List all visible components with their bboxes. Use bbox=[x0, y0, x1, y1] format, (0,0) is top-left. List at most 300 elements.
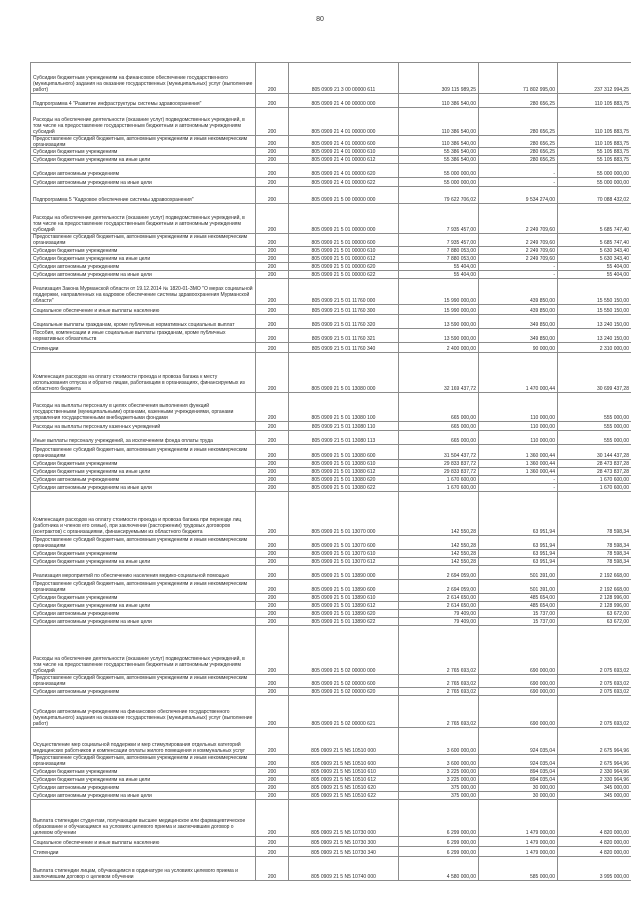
row-amount-1: 1 670 600,00 bbox=[446, 485, 476, 491]
row-line-code: 200 bbox=[267, 619, 277, 625]
row-description-cell bbox=[31, 305, 256, 315]
row-amount-2: 9 534 274,00 bbox=[525, 197, 555, 203]
row-amount-2: - bbox=[553, 477, 555, 483]
table-row bbox=[31, 566, 632, 580]
row-description-cell bbox=[31, 94, 256, 108]
table-row bbox=[31, 164, 632, 178]
row-amount-1: 79 409,00 bbox=[453, 619, 476, 625]
row-amount-2: 894 035,04 bbox=[529, 769, 555, 775]
row-amount-3: 345 000,00 bbox=[603, 793, 629, 799]
page-number: 80 bbox=[316, 16, 324, 23]
row-line-code: 200 bbox=[267, 681, 277, 687]
table-row bbox=[31, 247, 632, 255]
row-amount-2-cell bbox=[479, 393, 558, 422]
row-budget-code: 805 0909 21 5 01 11760 320 bbox=[311, 322, 376, 328]
row-line-code: 200 bbox=[267, 551, 277, 557]
row-amount-2: 63 951,94 bbox=[532, 551, 555, 557]
row-budget-code-cell bbox=[289, 468, 399, 476]
row-amount-3-cell bbox=[558, 550, 632, 558]
row-amount-1-cell bbox=[399, 696, 479, 728]
row-amount-2-cell bbox=[479, 492, 558, 536]
row-line-code: 200 bbox=[267, 689, 277, 695]
row-amount-1: 15 990 000,00 bbox=[444, 308, 476, 314]
row-amount-3-cell bbox=[558, 688, 632, 696]
row-amount-2: 690 000,00 bbox=[529, 681, 555, 687]
row-amount-2-cell bbox=[479, 580, 558, 594]
row-amount-2-cell bbox=[479, 63, 558, 94]
row-budget-code: 805 0909 21 5 01 13080 000 bbox=[311, 386, 376, 392]
table-row bbox=[31, 271, 632, 279]
row-amount-1: 55 404,00 bbox=[453, 264, 476, 270]
row-amount-3-cell bbox=[558, 279, 632, 305]
row-amount-2: - bbox=[553, 171, 555, 177]
row-description-cell bbox=[31, 271, 256, 279]
row-description-cell bbox=[31, 247, 256, 255]
row-amount-1-cell bbox=[399, 136, 479, 148]
table-row bbox=[31, 558, 632, 566]
row-amount-3: 2 192 668,00 bbox=[599, 573, 629, 579]
row-amount-2: 1 360 000,44 bbox=[525, 469, 555, 475]
row-description: Субсидии автономным учреждениям bbox=[33, 171, 120, 177]
row-amount-3-cell bbox=[558, 164, 632, 178]
row-line-code-cell bbox=[256, 148, 289, 156]
row-amount-1-cell bbox=[399, 271, 479, 279]
row-amount-3: 55 000 000,00 bbox=[597, 171, 629, 177]
row-amount-1-cell bbox=[399, 63, 479, 94]
row-description: Субсидии бюджетным учреждениям bbox=[33, 595, 118, 601]
row-amount-3: 2 128 996,00 bbox=[599, 595, 629, 601]
row-line-code: 200 bbox=[267, 336, 277, 342]
row-line-code-cell bbox=[256, 247, 289, 255]
row-description: Субсидии автономным учреждениям bbox=[33, 477, 120, 483]
row-line-code: 200 bbox=[267, 264, 277, 270]
row-budget-code: 805 0909 21 5 02 00000 621 bbox=[311, 721, 376, 727]
row-amount-3: 2 675 964,96 bbox=[599, 748, 629, 754]
row-description: Субсидии автономным учреждениям на иные цели bbox=[33, 180, 152, 186]
row-description: Субсидии бюджетным учреждениям на иные цели bbox=[33, 777, 151, 783]
row-amount-3: 55 000 000,00 bbox=[597, 180, 629, 186]
row-description: Расходы на обеспечение деятельности (оказание услуг) подведомственных учреждений, в том числе на предоставление государственным бюджетным и автономным учреждениям субсидий bbox=[33, 656, 245, 674]
row-amount-3: 55 404,00 bbox=[606, 264, 629, 270]
row-amount-1-cell bbox=[399, 329, 479, 343]
row-amount-1: 2 765 693,02 bbox=[446, 721, 476, 727]
row-amount-3-cell bbox=[558, 768, 632, 776]
row-budget-code-cell bbox=[289, 688, 399, 696]
row-line-code-cell bbox=[256, 484, 289, 492]
row-amount-3-cell bbox=[558, 792, 632, 800]
row-amount-2: 280 656,25 bbox=[529, 149, 555, 155]
row-amount-2-cell bbox=[479, 484, 558, 492]
table-row bbox=[31, 279, 632, 305]
row-amount-3: 237 312 994,25 bbox=[594, 87, 629, 93]
row-line-code: 200 bbox=[267, 438, 277, 444]
row-amount-2-cell bbox=[479, 768, 558, 776]
row-description-cell bbox=[31, 610, 256, 618]
row-amount-2-cell bbox=[479, 178, 558, 187]
row-amount-2-cell bbox=[479, 468, 558, 476]
table-row bbox=[31, 675, 632, 688]
row-amount-3: 55 404,00 bbox=[606, 272, 629, 278]
row-amount-2: 439 850,00 bbox=[529, 298, 555, 304]
row-line-code: 200 bbox=[267, 785, 277, 791]
row-line-code: 200 bbox=[267, 248, 277, 254]
row-line-code: 200 bbox=[267, 453, 277, 459]
row-amount-1: 29 833 837,72 bbox=[444, 469, 476, 475]
row-amount-2: 1 470 000,44 bbox=[525, 386, 555, 392]
row-amount-1: 55 000 000,00 bbox=[444, 180, 476, 186]
table-row bbox=[31, 431, 632, 445]
row-budget-code-cell bbox=[289, 353, 399, 393]
row-budget-code: 805 0909 21 5 N5 10510 610 bbox=[311, 769, 376, 775]
row-line-code-cell bbox=[256, 618, 289, 626]
row-description: Субсидии бюджетным учреждениям bbox=[33, 461, 118, 467]
row-amount-1-cell bbox=[399, 688, 479, 696]
row-amount-1-cell bbox=[399, 784, 479, 792]
row-amount-2-cell bbox=[479, 279, 558, 305]
row-amount-3-cell bbox=[558, 755, 632, 768]
row-amount-3: 55 105 883,75 bbox=[597, 157, 629, 163]
row-line-code: 200 bbox=[267, 595, 277, 601]
row-budget-code: 805 0909 21 3 00 00000 611 bbox=[311, 87, 376, 93]
row-description-cell bbox=[31, 393, 256, 422]
row-amount-3-cell bbox=[558, 602, 632, 610]
row-line-code-cell bbox=[256, 610, 289, 618]
row-amount-1-cell bbox=[399, 94, 479, 108]
row-amount-3-cell bbox=[558, 263, 632, 271]
row-line-code: 200 bbox=[267, 850, 277, 856]
row-description-cell bbox=[31, 187, 256, 204]
row-budget-code-cell bbox=[289, 263, 399, 271]
row-amount-2: 349 850,00 bbox=[529, 336, 555, 342]
table-row bbox=[31, 847, 632, 857]
row-description: Субсидии бюджетным учреждениям bbox=[33, 769, 118, 775]
row-description: Субсидии автономным учреждениям bbox=[33, 264, 120, 270]
row-line-code: 200 bbox=[267, 461, 277, 467]
row-budget-code-cell bbox=[289, 271, 399, 279]
row-amount-2-cell bbox=[479, 558, 558, 566]
row-description: Иные выплаты персоналу учреждений, за исключением фонда оплаты труда bbox=[33, 438, 213, 444]
row-description-cell bbox=[31, 792, 256, 800]
row-budget-code-cell bbox=[289, 234, 399, 247]
row-budget-code-cell bbox=[289, 94, 399, 108]
row-amount-1: 79 409,00 bbox=[453, 611, 476, 617]
row-description-cell bbox=[31, 696, 256, 728]
row-budget-code-cell bbox=[289, 422, 399, 431]
row-amount-3-cell bbox=[558, 618, 632, 626]
row-description-cell bbox=[31, 353, 256, 393]
row-line-code-cell bbox=[256, 755, 289, 768]
row-amount-3-cell bbox=[558, 136, 632, 148]
table-row bbox=[31, 792, 632, 800]
row-amount-1-cell bbox=[399, 445, 479, 460]
row-description: Пособия, компенсации и иные социальные выплаты гражданам, кроме публичных нормативных обязательств bbox=[33, 330, 226, 342]
row-description: Субсидии бюджетным учреждениям на иные цели bbox=[33, 256, 151, 262]
row-line-code-cell bbox=[256, 422, 289, 431]
row-amount-1-cell bbox=[399, 776, 479, 784]
row-amount-3-cell bbox=[558, 247, 632, 255]
row-amount-3-cell bbox=[558, 784, 632, 792]
row-line-code-cell bbox=[256, 776, 289, 784]
row-budget-code: 805 0909 21 4 01 00000 612 bbox=[311, 157, 376, 163]
row-description: Предоставление субсидий бюджетным, автономным учреждениям и иным некоммерческим организациям bbox=[33, 675, 248, 687]
row-amount-3-cell bbox=[558, 800, 632, 837]
row-amount-1: 142 550,28 bbox=[450, 559, 476, 565]
row-line-code-cell bbox=[256, 536, 289, 550]
row-description-cell bbox=[31, 460, 256, 468]
row-line-code: 200 bbox=[267, 386, 277, 392]
row-amount-1-cell bbox=[399, 728, 479, 755]
row-amount-2-cell bbox=[479, 255, 558, 263]
row-amount-2: 439 850,00 bbox=[529, 308, 555, 314]
row-amount-1: 142 550,28 bbox=[450, 529, 476, 535]
row-amount-3-cell bbox=[558, 536, 632, 550]
row-budget-code: 805 0909 21 5 01 00000 622 bbox=[311, 272, 376, 278]
row-description-cell bbox=[31, 445, 256, 460]
row-amount-3: 110 105 883,75 bbox=[594, 101, 629, 107]
row-budget-code-cell bbox=[289, 728, 399, 755]
row-description: Предоставление субсидий бюджетным, автономным учреждениям и иным некоммерческим организациям bbox=[33, 755, 248, 767]
row-description: Компенсация расходов на оплату стоимости проезда и провоза багажа при переезде лиц (работника и членов его семьи), при заключении (расторжении) трудовых договоров (контрактов) с организациями, финансируемыми из областного бюджета bbox=[33, 517, 242, 535]
row-description-cell bbox=[31, 343, 256, 353]
row-amount-3: 5 685 747,40 bbox=[599, 227, 629, 233]
row-line-code: 200 bbox=[267, 240, 277, 246]
row-amount-2: 501 391,00 bbox=[529, 587, 555, 593]
row-amount-3: 4 820 000,00 bbox=[599, 830, 629, 836]
row-budget-code-cell bbox=[289, 492, 399, 536]
row-line-code: 200 bbox=[267, 180, 277, 186]
row-line-code-cell bbox=[256, 315, 289, 329]
row-line-code-cell bbox=[256, 431, 289, 445]
table-row bbox=[31, 343, 632, 353]
row-amount-3: 78 598,34 bbox=[606, 559, 629, 565]
row-line-code: 200 bbox=[267, 721, 277, 727]
row-amount-3: 78 598,34 bbox=[606, 543, 629, 549]
row-budget-code: 805 0909 21 5 01 00000 620 bbox=[311, 264, 376, 270]
row-budget-code-cell bbox=[289, 857, 399, 881]
row-line-code: 200 bbox=[267, 346, 277, 352]
row-amount-1: 142 550,28 bbox=[450, 543, 476, 549]
row-line-code-cell bbox=[256, 784, 289, 792]
row-line-code: 200 bbox=[267, 830, 277, 836]
row-amount-1: 55 386 540,00 bbox=[444, 149, 476, 155]
row-amount-2-cell bbox=[479, 187, 558, 204]
row-budget-code-cell bbox=[289, 768, 399, 776]
row-amount-2: - bbox=[553, 485, 555, 491]
row-amount-3-cell bbox=[558, 492, 632, 536]
row-amount-1: 665 000,00 bbox=[450, 438, 476, 444]
row-amount-3-cell bbox=[558, 271, 632, 279]
row-line-code-cell bbox=[256, 696, 289, 728]
row-budget-code-cell bbox=[289, 847, 399, 857]
row-description-cell bbox=[31, 784, 256, 792]
row-description: Компенсация расходов на оплату стоимости проезда и провоза багажа к месту использования отпуска и обратно лицам, работающим в организациях, финансируемых из областного бюджета bbox=[33, 374, 245, 392]
row-line-code: 200 bbox=[267, 559, 277, 565]
row-line-code: 200 bbox=[267, 227, 277, 233]
row-description: Субсидии автономным учреждениям на иные цели bbox=[33, 619, 152, 625]
row-amount-3: 5 630 343,40 bbox=[599, 256, 629, 262]
row-description-cell bbox=[31, 315, 256, 329]
row-description: Субсидии автономным учреждениям на иные цели bbox=[33, 272, 152, 278]
row-amount-2-cell bbox=[479, 94, 558, 108]
row-budget-code-cell bbox=[289, 594, 399, 602]
row-description-cell bbox=[31, 422, 256, 431]
row-amount-3-cell bbox=[558, 315, 632, 329]
table-row bbox=[31, 580, 632, 594]
row-amount-2: 924 035,04 bbox=[529, 761, 555, 767]
row-line-code: 200 bbox=[267, 424, 277, 430]
row-amount-2: 2 249 709,60 bbox=[525, 240, 555, 246]
row-amount-2: 63 951,94 bbox=[532, 543, 555, 549]
row-line-code-cell bbox=[256, 108, 289, 136]
row-amount-3-cell bbox=[558, 94, 632, 108]
row-line-code: 200 bbox=[267, 603, 277, 609]
row-budget-code-cell bbox=[289, 580, 399, 594]
row-line-code-cell bbox=[256, 353, 289, 393]
row-amount-2-cell bbox=[479, 618, 558, 626]
row-budget-code-cell bbox=[289, 476, 399, 484]
table-row bbox=[31, 178, 632, 187]
row-amount-2-cell bbox=[479, 164, 558, 178]
row-amount-1: 110 386 540,00 bbox=[441, 101, 476, 107]
table-row bbox=[31, 696, 632, 728]
row-amount-2: 90 000,00 bbox=[532, 346, 555, 352]
row-budget-code: 805 0909 21 5 N5 10730 340 bbox=[311, 850, 376, 856]
row-amount-3-cell bbox=[558, 675, 632, 688]
table-row bbox=[31, 108, 632, 136]
row-amount-1: 375 000,00 bbox=[450, 793, 476, 799]
row-amount-3-cell bbox=[558, 468, 632, 476]
row-amount-2: 894 035,04 bbox=[529, 777, 555, 783]
row-amount-3: 555 000,00 bbox=[603, 415, 629, 421]
row-amount-3-cell bbox=[558, 610, 632, 618]
row-amount-2-cell bbox=[479, 566, 558, 580]
row-amount-3: 2 310 000,00 bbox=[599, 346, 629, 352]
row-amount-2-cell bbox=[479, 847, 558, 857]
row-amount-2-cell bbox=[479, 108, 558, 136]
row-line-code: 200 bbox=[267, 611, 277, 617]
row-line-code-cell bbox=[256, 271, 289, 279]
row-amount-1-cell bbox=[399, 566, 479, 580]
row-line-code: 200 bbox=[267, 157, 277, 163]
row-amount-3-cell bbox=[558, 204, 632, 234]
row-amount-1-cell bbox=[399, 247, 479, 255]
row-amount-1: 6 299 000,00 bbox=[446, 830, 476, 836]
row-description: Субсидии автономным учреждениям на финансовое обеспечение государственного (муниципального) задания на оказание государственных (муниципальных) услуг (выполнение работ) bbox=[33, 709, 253, 727]
row-budget-code-cell bbox=[289, 618, 399, 626]
row-amount-1: 79 622 706,02 bbox=[444, 197, 476, 203]
row-budget-code: 805 0909 21 5 N5 10730 000 bbox=[311, 830, 376, 836]
row-budget-code-cell bbox=[289, 602, 399, 610]
row-line-code: 200 bbox=[267, 529, 277, 535]
row-description: Субсидии автономным учреждениям на иные цели bbox=[33, 485, 152, 491]
row-line-code: 200 bbox=[267, 129, 277, 135]
row-description-cell bbox=[31, 431, 256, 445]
row-line-code-cell bbox=[256, 688, 289, 696]
table-row bbox=[31, 255, 632, 263]
row-line-code: 200 bbox=[267, 298, 277, 304]
row-amount-3: 1 670 600,00 bbox=[599, 477, 629, 483]
row-amount-1: 2 614 650,00 bbox=[446, 603, 476, 609]
row-amount-2: 690 000,00 bbox=[529, 689, 555, 695]
row-amount-2: 30 000,00 bbox=[532, 793, 555, 799]
row-line-code-cell bbox=[256, 566, 289, 580]
row-amount-2-cell bbox=[479, 857, 558, 881]
row-description: Субсидии бюджетным учреждениям bbox=[33, 248, 118, 254]
row-line-code: 200 bbox=[267, 197, 277, 203]
row-line-code: 200 bbox=[267, 272, 277, 278]
row-description-cell bbox=[31, 63, 256, 94]
row-amount-2: 63 951,94 bbox=[532, 529, 555, 535]
row-amount-1-cell bbox=[399, 857, 479, 881]
row-amount-3-cell bbox=[558, 431, 632, 445]
table-row bbox=[31, 329, 632, 343]
table-row bbox=[31, 626, 632, 675]
row-description-cell bbox=[31, 558, 256, 566]
row-line-code-cell bbox=[256, 468, 289, 476]
row-amount-2: - bbox=[553, 264, 555, 270]
row-line-code: 200 bbox=[267, 171, 277, 177]
row-amount-1: 2 400 000,00 bbox=[446, 346, 476, 352]
row-amount-2-cell bbox=[479, 550, 558, 558]
row-amount-3: 78 598,34 bbox=[606, 529, 629, 535]
row-amount-2-cell bbox=[479, 445, 558, 460]
row-amount-3: 70 088 432,02 bbox=[597, 197, 629, 203]
row-line-code: 200 bbox=[267, 256, 277, 262]
row-amount-3: 28 473 837,28 bbox=[597, 461, 629, 467]
row-budget-code: 805 0909 21 5 N5 10740 000 bbox=[311, 874, 376, 880]
row-description-cell bbox=[31, 164, 256, 178]
row-description: Стипендии bbox=[33, 850, 59, 856]
row-amount-3-cell bbox=[558, 148, 632, 156]
row-budget-code: 805 0909 21 5 01 13890 622 bbox=[311, 619, 376, 625]
row-line-code-cell bbox=[256, 728, 289, 755]
row-amount-1-cell bbox=[399, 263, 479, 271]
row-description: Субсидии бюджетным учреждениям на финансовое обеспечение государственного (муниципального) задания на оказание государственных (муниципальных) услуг (выполнение работ) bbox=[33, 75, 253, 93]
row-amount-1-cell bbox=[399, 800, 479, 837]
row-amount-2: 924 035,04 bbox=[529, 748, 555, 754]
row-amount-2: 1 360 000,44 bbox=[525, 461, 555, 467]
row-amount-3: 55 105 883,75 bbox=[597, 149, 629, 155]
row-description-cell bbox=[31, 728, 256, 755]
table-row bbox=[31, 468, 632, 476]
row-amount-2: - bbox=[553, 272, 555, 278]
row-description: Стипендии bbox=[33, 346, 59, 352]
row-budget-code: 805 0909 21 5 01 13890 620 bbox=[311, 611, 376, 617]
row-description-cell bbox=[31, 536, 256, 550]
row-budget-code: 805 0909 21 5 01 13890 600 bbox=[311, 587, 376, 593]
row-amount-2-cell bbox=[479, 156, 558, 164]
row-amount-3-cell bbox=[558, 837, 632, 847]
row-line-code: 200 bbox=[267, 101, 277, 107]
row-amount-1-cell bbox=[399, 550, 479, 558]
row-description-cell bbox=[31, 156, 256, 164]
row-amount-3-cell bbox=[558, 156, 632, 164]
row-amount-3: 2 675 964,96 bbox=[599, 761, 629, 767]
row-amount-1-cell bbox=[399, 468, 479, 476]
row-budget-code-cell bbox=[289, 755, 399, 768]
row-amount-1: 55 000 000,00 bbox=[444, 171, 476, 177]
row-budget-code: 805 0909 21 5 01 11760 300 bbox=[311, 308, 376, 314]
row-amount-3: 345 000,00 bbox=[603, 785, 629, 791]
row-amount-3-cell bbox=[558, 728, 632, 755]
row-budget-code: 805 0909 21 5 01 13890 612 bbox=[311, 603, 376, 609]
row-budget-code-cell bbox=[289, 792, 399, 800]
row-line-code-cell bbox=[256, 626, 289, 675]
row-amount-1: 7 880 053,00 bbox=[446, 248, 476, 254]
row-budget-code-cell bbox=[289, 156, 399, 164]
row-amount-2-cell bbox=[479, 148, 558, 156]
row-line-code-cell bbox=[256, 445, 289, 460]
